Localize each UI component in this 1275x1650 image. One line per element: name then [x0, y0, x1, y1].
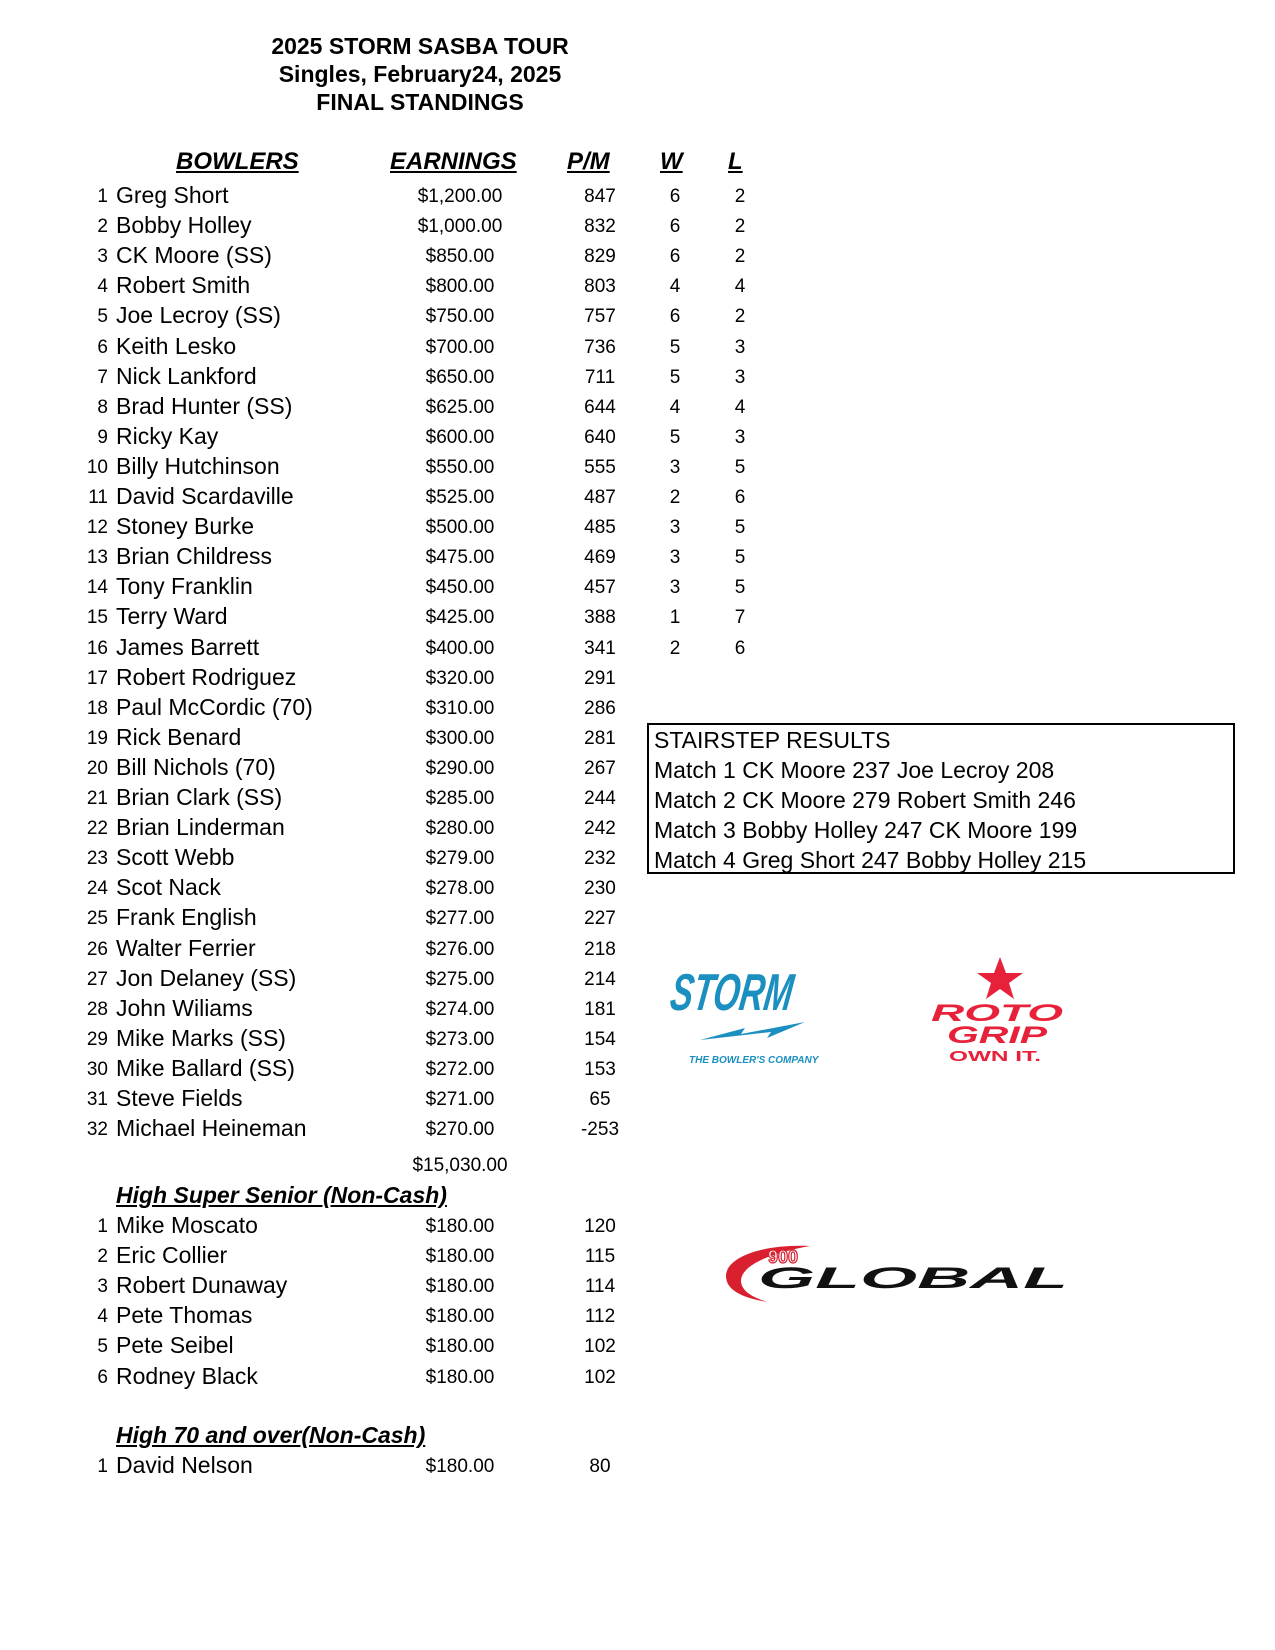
pm-cell: 803	[584, 276, 616, 298]
tour-title: 2025 STORM SASBA TOUR	[271, 33, 569, 59]
earnings-cell: $525.00	[425, 487, 495, 508]
wins-cell: 6	[669, 186, 681, 207]
storm-logo	[666, 950, 862, 1070]
pm-cell: 485	[584, 517, 616, 539]
table-row	[0, 511, 760, 541]
losses-cell: 5	[734, 547, 746, 569]
losses-cell: 6	[734, 487, 746, 508]
table-row	[0, 481, 760, 511]
rank-cell: 14	[86, 577, 108, 599]
table-row	[0, 180, 760, 210]
pm-cell: 487	[584, 487, 616, 508]
wins-cell: 6	[669, 216, 681, 238]
pm-cell: 640	[584, 426, 616, 448]
rank-cell: 1	[97, 1216, 108, 1237]
earnings-cell: $310.00	[425, 697, 495, 719]
rotogrip-logo	[925, 955, 1075, 1065]
stairstep-title: STAIRSTEP RESULTS	[654, 727, 891, 753]
table-row	[0, 1053, 760, 1083]
pm-cell: 181	[584, 998, 616, 1020]
rank-cell: 11	[88, 487, 108, 508]
pm-cell: 153	[584, 1058, 616, 1080]
pm-cell: 115	[584, 1246, 616, 1268]
rank-cell: 3	[97, 1276, 108, 1298]
earnings-cell: $1,200.00	[417, 186, 503, 207]
rank-cell: 22	[86, 818, 108, 840]
bowler-name: Michael Heineman	[116, 1115, 307, 1142]
bowler-name: Scot Nack	[116, 874, 221, 901]
bowler-name: CK Moore (SS)	[116, 242, 272, 269]
bowler-name: David Nelson	[116, 1452, 253, 1478]
global-word: GLOBAL	[758, 1262, 1068, 1295]
rank-cell: 9	[97, 426, 108, 448]
table-row	[0, 782, 760, 812]
earnings-cell: $273.00	[425, 1028, 495, 1050]
bowler-name: Tony Franklin	[116, 573, 253, 600]
bowler-name: Nick Lankford	[116, 362, 257, 389]
earnings-cell: $475.00	[425, 547, 495, 569]
rank-cell: 4	[97, 276, 108, 298]
bowler-name: David Scardaville	[116, 483, 294, 509]
earnings-cell: $300.00	[425, 727, 495, 749]
table-row	[0, 1361, 760, 1391]
header-w: W	[660, 148, 683, 175]
pm-cell: 244	[584, 788, 616, 809]
pm-cell: 736	[584, 336, 616, 358]
rank-cell: 13	[86, 547, 108, 569]
rank-cell: 30	[86, 1058, 108, 1080]
earnings-cell: $279.00	[425, 848, 495, 870]
losses-cell: 3	[734, 366, 746, 388]
pm-cell: 711	[584, 366, 616, 388]
super-senior-title: High Super Senior (Non-Cash)	[116, 1182, 447, 1208]
rank-cell: 1	[97, 186, 108, 207]
losses-cell: 3	[734, 336, 746, 358]
rank-cell: 24	[86, 878, 108, 900]
table-row	[0, 1083, 760, 1113]
pm-cell: 102	[584, 1366, 616, 1388]
rank-cell: 32	[86, 1119, 108, 1141]
star-icon	[977, 957, 1023, 999]
earnings-cell: $276.00	[425, 938, 495, 960]
rank-cell: 23	[86, 848, 108, 870]
earnings-cell: $600.00	[425, 426, 495, 448]
stairstep-match-2: Match 2 CK Moore 279 Robert Smith 246	[654, 787, 1076, 813]
table-row	[0, 1270, 760, 1300]
rank-cell: 5	[97, 1336, 108, 1358]
title-block	[140, 32, 700, 116]
earnings-cell: $277.00	[425, 908, 495, 930]
pm-cell: -253	[580, 1119, 620, 1141]
storm-word: STORM	[666, 964, 862, 1022]
rank-cell: 25	[86, 908, 108, 930]
table-row	[0, 1330, 760, 1360]
bowler-name: Bill Nichols (70)	[116, 753, 276, 780]
pm-cell: 120	[584, 1216, 616, 1237]
wins-cell: 3	[669, 517, 681, 539]
lightning-bolt-icon	[700, 1022, 805, 1040]
pm-cell: 242	[584, 818, 616, 840]
pm-cell: 102	[584, 1336, 616, 1358]
bowler-name: Robert Smith	[116, 272, 251, 299]
earnings-cell: $180.00	[425, 1456, 495, 1477]
rank-cell: 2	[97, 1246, 108, 1268]
bowler-name: Scott Webb	[116, 844, 235, 871]
storm-tagline: THE BOWLER'S COMPANY	[689, 1055, 819, 1066]
bowler-name: Jon Delaney (SS)	[116, 964, 297, 991]
rotogrip-line2: GRIP	[947, 1022, 1049, 1049]
table-row	[0, 1113, 760, 1143]
rank-cell: 26	[86, 938, 108, 960]
rank-cell: 20	[86, 757, 108, 779]
losses-cell: 2	[734, 246, 746, 268]
earnings-cell: $275.00	[425, 968, 495, 990]
bowler-name: Mike Moscato	[116, 1212, 258, 1238]
pm-cell: 341	[584, 637, 616, 659]
earnings-cell: $180.00	[425, 1336, 495, 1358]
wins-cell: 3	[669, 456, 681, 478]
bowler-name: Greg Short	[116, 182, 229, 208]
table-row	[0, 331, 760, 361]
rank-cell: 5	[97, 306, 108, 328]
table-row	[0, 391, 760, 421]
bowler-name: Robert Rodriguez	[116, 663, 297, 690]
bowler-name: Bobby Holley	[116, 212, 252, 239]
losses-cell: 5	[734, 577, 746, 599]
bowler-name: Eric Collier	[116, 1242, 228, 1269]
wins-cell: 5	[669, 336, 681, 358]
rank-cell: 1	[97, 1456, 108, 1477]
table-row	[0, 662, 760, 692]
bowler-name: Billy Hutchinson	[116, 452, 280, 479]
losses-cell: 5	[734, 456, 746, 478]
table-row	[0, 1240, 760, 1270]
losses-cell: 7	[734, 607, 746, 629]
stairstep-match-1: Match 1 CK Moore 237 Joe Lecroy 208	[654, 757, 1055, 783]
earnings-cell: $625.00	[425, 396, 495, 418]
rank-cell: 2	[97, 216, 108, 238]
table-row	[0, 752, 760, 782]
wins-cell: 6	[669, 246, 681, 268]
losses-cell: 6	[734, 637, 746, 659]
losses-cell: 2	[734, 216, 746, 238]
bowler-name: Robert Dunaway	[116, 1272, 288, 1299]
table-row	[0, 632, 760, 662]
bowler-name: Keith Lesko	[116, 332, 237, 359]
rank-cell: 16	[86, 637, 108, 659]
earnings-cell: $700.00	[425, 336, 495, 358]
pm-cell: 65	[589, 1089, 611, 1110]
pm-cell: 214	[584, 968, 616, 990]
rank-cell: 19	[86, 727, 108, 749]
bowler-name: Pete Thomas	[116, 1302, 253, 1329]
bowler-name: Stoney Burke	[116, 513, 255, 540]
wins-cell: 6	[669, 306, 681, 328]
pm-cell: 457	[584, 577, 616, 599]
earnings-cell: $1,000.00	[417, 216, 503, 238]
table-row	[0, 421, 760, 451]
table-row	[0, 451, 760, 481]
table-row	[0, 1300, 760, 1330]
wins-cell: 3	[669, 577, 681, 599]
pm-cell: 291	[584, 667, 616, 689]
bowler-name: Mike Ballard (SS)	[116, 1054, 295, 1081]
earnings-cell: $180.00	[425, 1276, 495, 1298]
wins-cell: 5	[669, 366, 681, 388]
losses-cell: 2	[734, 186, 746, 207]
global-number: 900	[768, 1247, 799, 1267]
rotogrip-line1: ROTO	[931, 1000, 1064, 1027]
rank-cell: 3	[97, 246, 108, 268]
earnings-cell: $425.00	[425, 607, 495, 629]
rank-cell: 27	[86, 968, 108, 990]
event-date: Singles, February24, 2025	[278, 61, 562, 87]
earnings-cell: $180.00	[425, 1366, 495, 1388]
table-row	[0, 571, 760, 601]
seventy-title: High 70 and over(Non-Cash)	[116, 1422, 426, 1448]
pm-cell: 555	[584, 456, 616, 478]
rank-cell: 29	[86, 1028, 108, 1050]
rank-cell: 15	[86, 607, 108, 629]
rank-cell: 4	[97, 1306, 108, 1328]
pm-cell: 832	[584, 216, 616, 238]
earnings-cell: $272.00	[425, 1058, 495, 1080]
rank-cell: 28	[86, 998, 108, 1020]
header-earnings: EARNINGS	[390, 148, 517, 175]
bowler-name: Terry Ward	[116, 603, 228, 630]
bowler-name: Paul McCordic (70)	[116, 693, 313, 720]
losses-cell: 3	[734, 426, 746, 448]
pm-cell: 218	[584, 938, 616, 960]
earnings-cell: $180.00	[425, 1216, 495, 1237]
rank-cell: 10	[86, 456, 108, 478]
losses-cell: 4	[734, 396, 746, 418]
bowler-name: Rick Benard	[116, 723, 242, 750]
earnings-cell: $400.00	[425, 637, 495, 659]
pm-cell: 154	[584, 1028, 616, 1050]
bowler-name: Brian Linderman	[116, 814, 285, 841]
rank-cell: 18	[86, 697, 108, 719]
wins-cell: 2	[669, 637, 681, 659]
earnings-cell: $180.00	[425, 1246, 495, 1268]
earnings-cell: $290.00	[425, 757, 495, 779]
rank-cell: 31	[86, 1089, 108, 1110]
bowler-name: Brian Childress	[116, 543, 272, 570]
earnings-cell: $280.00	[425, 818, 495, 840]
earnings-cell: $850.00	[425, 246, 495, 268]
earnings-cell: $800.00	[425, 276, 495, 298]
rank-cell: 7	[97, 366, 108, 388]
wins-cell: 4	[669, 276, 681, 298]
earnings-cell: $450.00	[425, 577, 495, 599]
pm-cell: 847	[584, 186, 616, 207]
bowler-name: Ricky Kay	[116, 422, 219, 449]
table-row	[0, 300, 760, 330]
header-bowlers: BOWLERS	[176, 148, 299, 175]
total-earnings: $15,030.00	[412, 1155, 508, 1176]
table-row	[0, 240, 760, 270]
pm-cell: 227	[584, 908, 616, 930]
pm-cell: 388	[584, 607, 616, 629]
wins-cell: 4	[669, 396, 681, 418]
table-row	[0, 1450, 760, 1480]
bowler-name: Brian Clark (SS)	[116, 784, 283, 810]
table-row	[0, 872, 760, 902]
rank-cell: 21	[86, 788, 108, 809]
pm-cell: 757	[584, 306, 616, 328]
table-row	[0, 1210, 760, 1240]
bowler-name: Steve Fields	[116, 1085, 243, 1111]
earnings-cell: $285.00	[425, 788, 495, 809]
earnings-cell: $274.00	[425, 998, 495, 1020]
bowler-name: Mike Marks (SS)	[116, 1024, 286, 1051]
bowler-name: James Barrett	[116, 633, 260, 660]
earnings-cell: $320.00	[425, 667, 495, 689]
rank-cell: 6	[97, 1366, 108, 1388]
rank-cell: 17	[86, 667, 108, 689]
bowler-name: Rodney Black	[116, 1362, 258, 1389]
table-row	[0, 361, 760, 391]
table-row	[0, 812, 760, 842]
table-row	[0, 842, 760, 872]
earnings-cell: $180.00	[425, 1306, 495, 1328]
table-row	[0, 722, 760, 752]
rotogrip-line3: OWN IT.	[949, 1048, 1041, 1065]
wins-cell: 3	[669, 547, 681, 569]
stairstep-match-4: Match 4 Greg Short 247 Bobby Holley 215	[654, 847, 1087, 873]
wins-cell: 1	[669, 607, 681, 629]
pm-cell: 80	[589, 1456, 611, 1477]
wins-cell: 5	[669, 426, 681, 448]
rank-cell: 12	[86, 517, 108, 539]
bowler-name: Brad Hunter (SS)	[116, 392, 293, 419]
stairstep-box	[647, 723, 1235, 874]
table-row	[0, 601, 760, 631]
pm-cell: 112	[584, 1306, 616, 1328]
pm-cell: 267	[584, 757, 616, 779]
wins-cell: 2	[669, 487, 681, 508]
stairstep-match-3: Match 3 Bobby Holley 247 CK Moore 199	[654, 817, 1078, 843]
pm-cell: 286	[584, 697, 616, 719]
losses-cell: 4	[734, 276, 746, 298]
pm-cell: 232	[584, 848, 616, 870]
pm-cell: 114	[584, 1276, 616, 1298]
pm-cell: 644	[584, 396, 616, 418]
table-row	[0, 210, 760, 240]
bowler-name: Pete Seibel	[116, 1332, 234, 1359]
earnings-cell: $270.00	[425, 1119, 495, 1141]
earnings-cell: $500.00	[425, 517, 495, 539]
table-row	[0, 1023, 760, 1053]
table-row	[0, 541, 760, 571]
earnings-cell: $550.00	[425, 456, 495, 478]
pm-cell: 829	[584, 246, 616, 268]
bowler-name: Frank English	[116, 904, 257, 931]
table-row	[0, 933, 760, 963]
earnings-cell: $278.00	[425, 878, 495, 900]
rank-cell: 6	[97, 336, 108, 358]
table-row	[0, 963, 760, 993]
pm-cell: 230	[584, 878, 616, 900]
pm-cell: 469	[584, 547, 616, 569]
bowler-name: Joe Lecroy (SS)	[116, 302, 281, 329]
pm-cell: 281	[584, 727, 616, 749]
bowler-name: John Wiliams	[116, 994, 253, 1021]
standings-title: FINAL STANDINGS	[316, 89, 524, 115]
earnings-cell: $750.00	[425, 306, 495, 328]
header-pm: P/M	[567, 148, 610, 175]
global-logo	[720, 1240, 1080, 1310]
table-row	[0, 270, 760, 300]
earnings-cell: $650.00	[425, 366, 495, 388]
losses-cell: 2	[734, 306, 746, 328]
header-l: L	[728, 148, 743, 175]
table-row	[0, 692, 760, 722]
bowler-name: Walter Ferrier	[116, 934, 256, 961]
earnings-cell: $271.00	[425, 1089, 495, 1110]
table-row	[0, 993, 760, 1023]
losses-cell: 5	[734, 517, 746, 539]
table-row	[0, 902, 760, 932]
rank-cell: 8	[97, 396, 108, 418]
